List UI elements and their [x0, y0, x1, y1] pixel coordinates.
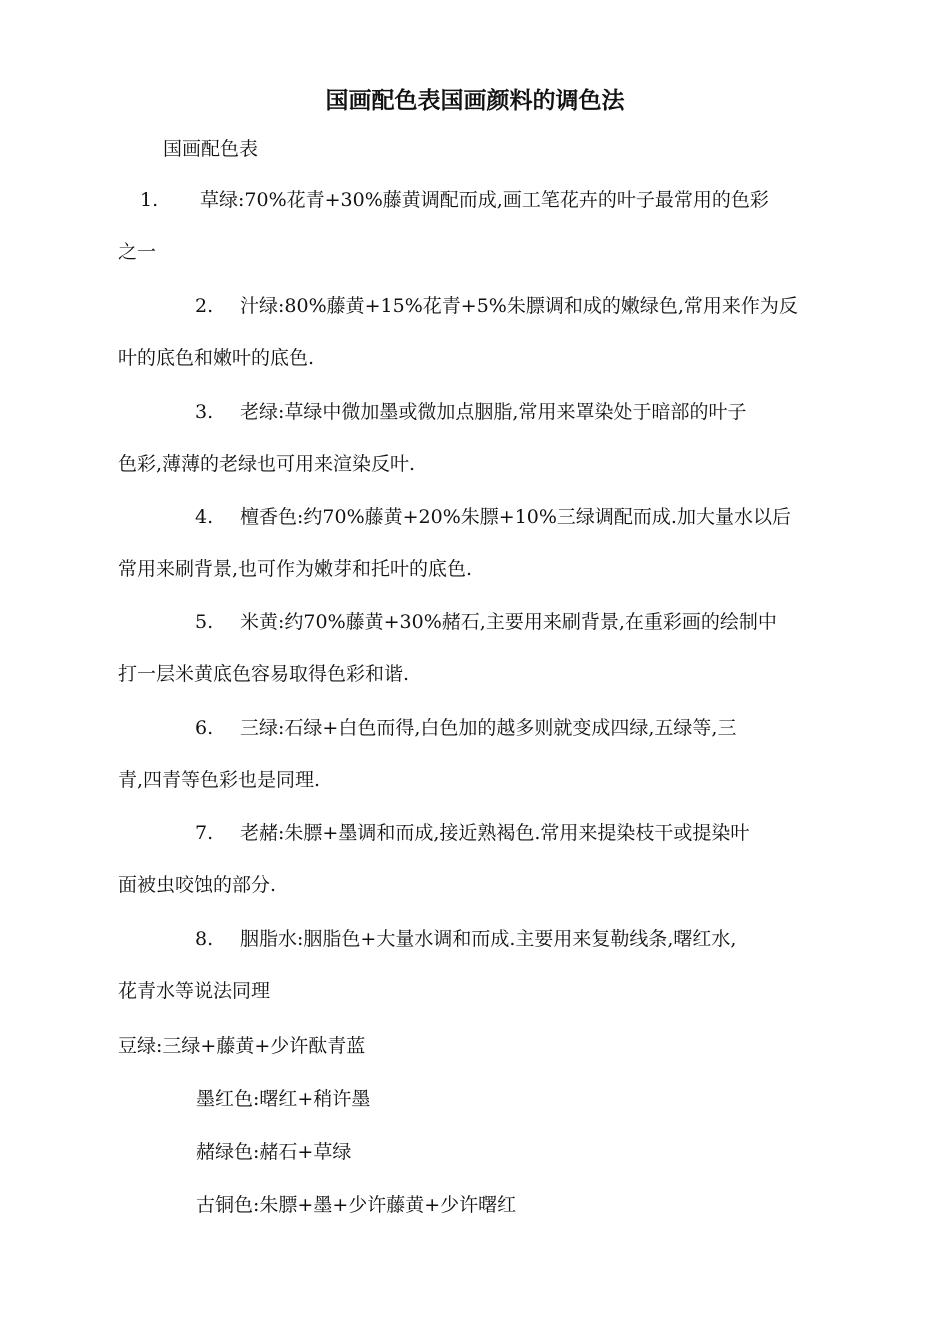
list-item-text: 三绿:石绿+白色而得,白色加的越多则就变成四绿,五绿等,三: [240, 717, 737, 739]
list-item-text: 米黄:约70%藤黄+30%赭石,主要用来刷背景,在重彩画的绘制中: [240, 611, 777, 633]
list-item-number: 4.: [195, 506, 214, 528]
list-item-line: [118, 280, 833, 332]
list-item: [118, 913, 833, 1017]
list-item-continuation: 打一层米黄底色容易取得色彩和谐.: [118, 663, 410, 685]
list-item-continuation: 面被虫咬蚀的部分.: [118, 874, 277, 896]
list-item-continuation: 叶的底色和嫩叶的底色.: [118, 347, 315, 369]
list-item-text: 汁绿:80%藤黄+15%花青+5%朱膘调和成的嫩绿色,常用来作为反: [240, 295, 798, 317]
list-item-text: 胭脂水:胭脂色+大量水调和而成.主要用来复勒线条,曙红水,: [240, 928, 737, 950]
list-item-line: [118, 491, 833, 543]
document-title: 国画配色表国画颜料的调色法: [325, 88, 625, 114]
list-item-text: 老赭:朱膘+墨调和而成,接近熟褐色.常用来提染枝干或提染叶: [240, 822, 750, 844]
list-item-text: 草绿:70%花青+30%藤黄调配而成,画工笔花卉的叶子最常用的色彩: [200, 189, 769, 211]
list-item-continuation: 之一: [118, 241, 157, 263]
list-item: [118, 174, 833, 278]
list-item-line: [118, 807, 833, 859]
list-item: [118, 491, 833, 595]
list-item-number: 1.: [140, 189, 159, 211]
list-item-line: [118, 913, 833, 965]
color-recipe-line: 墨红色:曙红+稍许墨: [196, 1088, 371, 1110]
list-item: [118, 807, 833, 911]
list-item: [118, 386, 833, 490]
list-item: [118, 280, 833, 384]
list-item-line: [118, 702, 833, 754]
list-item-number: 5.: [195, 611, 214, 633]
list-item-continuation: 花青水等说法同理: [118, 980, 271, 1002]
color-recipe-line: 赭绿色:赭石+草绿: [196, 1141, 352, 1163]
list-item-continuation: 常用来刷背景,也可作为嫩芽和托叶的底色.: [118, 558, 473, 580]
list-item-line: [118, 386, 833, 438]
list-item-text: 老绿:草绿中微加墨或微加点胭脂,常用来罩染处于暗部的叶子: [240, 401, 747, 423]
list-item-text: 檀香色:约70%藤黄+20%朱膘+10%三绿调配而成.加大量水以后: [240, 506, 791, 528]
list-item-continuation: 色彩,薄薄的老绿也可用来渲染反叶.: [118, 453, 416, 475]
list-item-line: [118, 596, 833, 648]
list-item-line: [118, 174, 833, 226]
color-recipe-line: 古铜色:朱膘+墨+少许藤黄+少许曙红: [196, 1194, 517, 1216]
list-item-number: 6.: [195, 717, 214, 739]
list-item-number: 7.: [195, 822, 214, 844]
list-item-number: 2.: [195, 295, 214, 317]
section-heading: 国画配色表: [163, 138, 259, 160]
list-item-continuation: 青,四青等色彩也是同理.: [118, 769, 321, 791]
list-item: [118, 596, 833, 700]
list-item: [118, 702, 833, 806]
list-item-number: 3.: [195, 401, 214, 423]
list-item-number: 8.: [195, 928, 214, 950]
color-recipe-line: 豆绿:三绿+藤黄+少许酞青蓝: [118, 1035, 366, 1057]
